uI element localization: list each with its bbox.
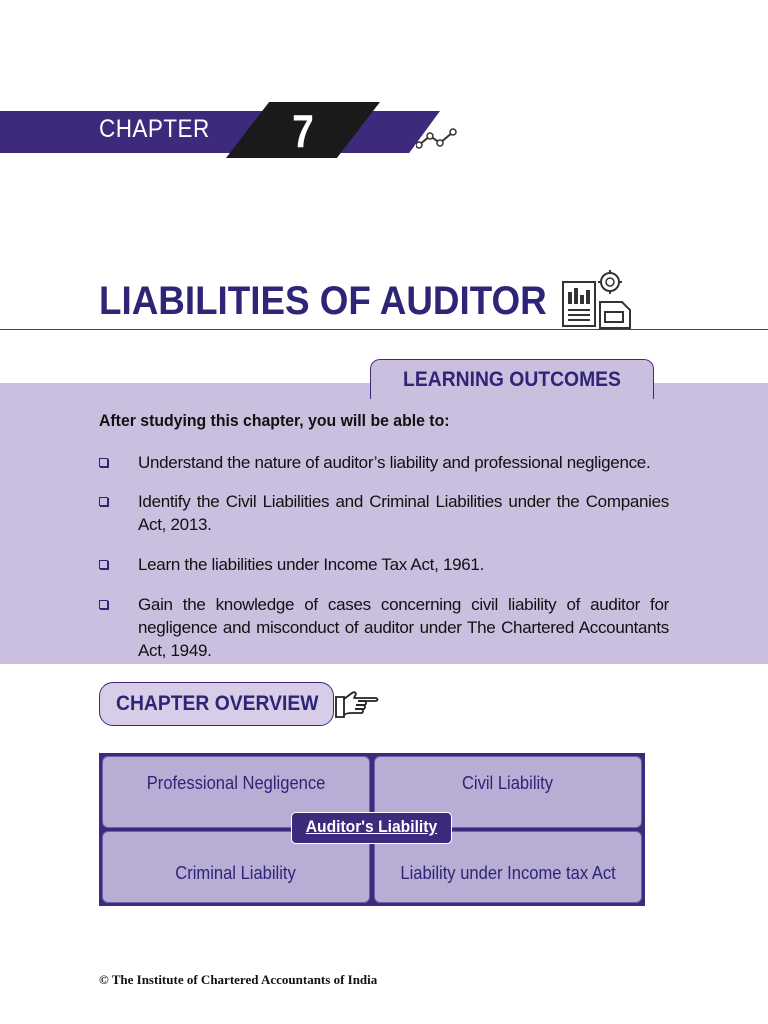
overview-center-text: Auditor's Liability <box>305 817 438 836</box>
chapter-banner <box>0 111 440 153</box>
list-item-text: Learn the liabilities under Income Tax Act, 1961. <box>138 555 484 574</box>
footer-copyright: © The Institute of Chartered Accountants of India <box>99 972 378 987</box>
pointing-hand-icon <box>334 690 380 720</box>
title-divider <box>0 329 768 330</box>
overview-cell-label: Liability under Income tax Act <box>400 863 616 883</box>
list-item <box>99 451 669 474</box>
page-title: LIABILITIES OF AUDITOR <box>99 279 547 323</box>
chapter-label: CHAPTER <box>99 115 210 143</box>
list-item <box>99 490 669 536</box>
square-bullet-icon <box>99 600 108 609</box>
list-item <box>99 593 669 662</box>
overview-center-label <box>291 812 452 844</box>
list-item-text: Understand the nature of auditor’s liability and professional negligence. <box>138 453 651 472</box>
chapter-overview-label <box>99 682 334 726</box>
square-bullet-icon <box>99 458 108 467</box>
overview-cell-label: Professional Negligence <box>146 773 326 793</box>
overview-cell-label: Criminal Liability <box>175 863 297 883</box>
document-chart-icon <box>560 268 634 330</box>
trend-line-icon <box>416 126 460 150</box>
learning-outcomes-tab <box>370 359 654 399</box>
learning-outcomes-intro: After studying this chapter, you will be able to: <box>99 411 450 430</box>
learning-outcomes-heading: LEARNING OUTCOMES <box>403 368 621 391</box>
chapter-overview-heading: CHAPTER OVERVIEW <box>116 692 319 715</box>
overview-cell-label: Civil Liability <box>462 773 554 793</box>
square-bullet-icon <box>99 560 108 569</box>
list-item-text: Identify the Civil Liabilities and Criminal Liabilities under the Companies Act, 2013. <box>138 492 669 534</box>
list-item <box>99 553 669 576</box>
list-item-text: Gain the knowledge of cases concerning civil liability of auditor for negligence and misconduct of auditor under The Chartered Accountants Act, 1949. <box>138 595 669 660</box>
square-bullet-icon <box>99 497 108 506</box>
chapter-number: 7 <box>292 105 314 157</box>
